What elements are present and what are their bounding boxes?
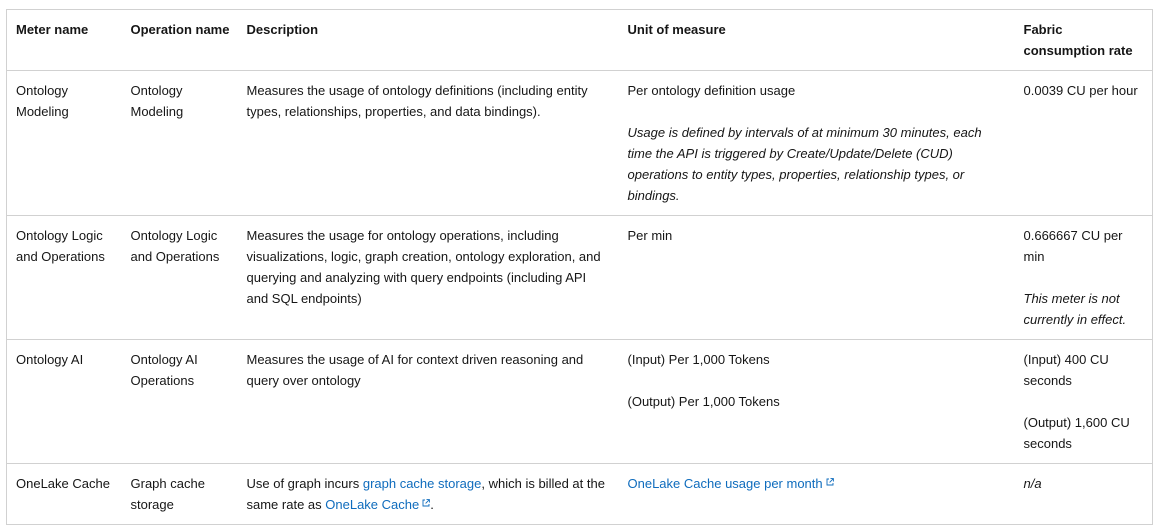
onelake-cache-usage-link[interactable] [628,476,834,491]
rate-note: This meter is not currently in effect. [1023,291,1127,327]
cell-operation-name: Graph cache storage [122,464,238,525]
table-header [7,10,1153,71]
cell-unit-of-measure: Per min [619,216,1015,340]
cell-fabric-rate [1015,216,1153,340]
external-link-icon [826,478,834,486]
unit-output: (Output) Per 1,000 Tokens [627,394,780,409]
onelake-cache-usage-link-label: OneLake Cache usage per month [627,476,823,491]
table-row [7,464,1153,525]
cell-meter-name: Ontology Logic and Operations [7,216,122,340]
header-meter-name: Meter name [7,10,122,71]
graph-cache-storage-link[interactable]: graph cache storage [362,476,482,491]
cell-unit-of-measure [619,464,1015,525]
onelake-cache-link[interactable] [325,497,430,512]
header-fabric-rate: Fabric consumption rate [1015,10,1153,71]
cell-operation-name: Ontology Modeling [122,71,238,216]
rate-text: 0.666667 CU per min [1023,228,1123,264]
unit-note: Usage is defined by intervals of at minimum 30 minutes, each time the API is triggered by Create/Update/Delete (CUD) operations to entity types, properties, relationship types, or bindings. [627,125,982,203]
cell-unit-of-measure [619,71,1015,216]
meter-pricing-table [6,9,1153,525]
onelake-cache-link-label: OneLake Cache [325,497,420,512]
unit-input: (Input) Per 1,000 Tokens [627,352,770,367]
unit-text: Per ontology definition usage [627,83,796,98]
cell-description: Measures the usage for ontology operations, including visualizations, logic, graph creation, ontology exploration, and querying and analyzing with query endpoints (including API and SQL endpoints) [238,216,619,340]
cell-fabric-rate [1015,340,1153,464]
header-unit-of-measure: Unit of measure [619,10,1015,71]
description-middle: , which is billed at the same rate as [246,476,605,512]
external-link-icon [422,499,430,507]
header-description: Description [238,10,619,71]
header-row [7,10,1153,71]
cell-meter-name: Ontology AI [7,340,122,464]
table-body [7,71,1153,525]
header-operation-name: Operation name [122,10,238,71]
table-row [7,71,1153,216]
cell-operation-name: Ontology Logic and Operations [122,216,238,340]
cell-meter-name: Ontology Modeling [7,71,122,216]
cell-description: Measures the usage of AI for context driven reasoning and query over ontology [238,340,619,464]
cell-description [238,464,619,525]
description-prefix: Use of graph incurs [246,476,363,491]
cell-description: Measures the usage of ontology definitions (including entity types, relationships, properties, and data bindings). [238,71,619,216]
cell-operation-name: Ontology AI Operations [122,340,238,464]
rate-output: (Output) 1,600 CU seconds [1023,415,1130,451]
cell-fabric-rate: 0.0039 CU per hour [1015,71,1153,216]
description-suffix: . [430,497,434,512]
table-row [7,340,1153,464]
rate-input: (Input) 400 CU seconds [1023,352,1109,388]
table-row [7,216,1153,340]
pricing-table-container [6,9,1152,525]
cell-fabric-rate: n/a [1015,464,1153,525]
cell-meter-name: OneLake Cache [7,464,122,525]
cell-unit-of-measure [619,340,1015,464]
